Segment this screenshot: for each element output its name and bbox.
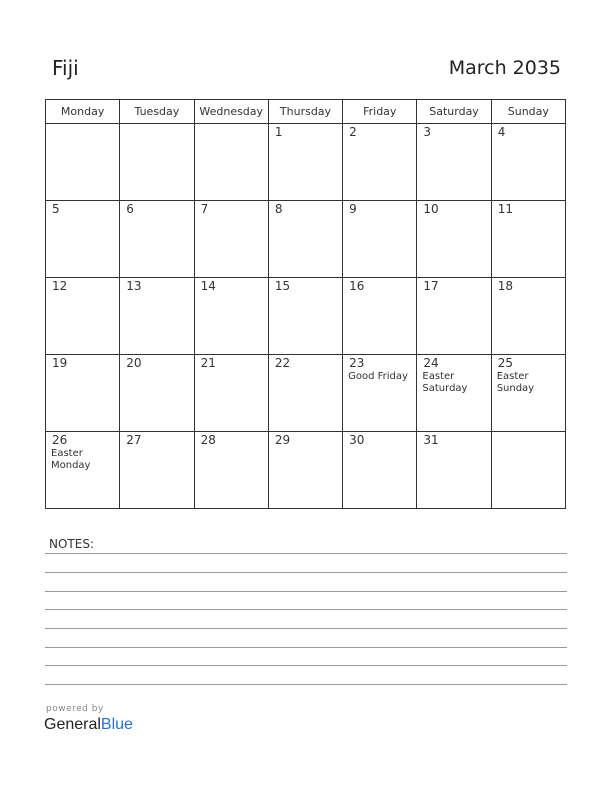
day-number: 23 bbox=[349, 356, 365, 370]
day-cell bbox=[343, 432, 417, 509]
day-cell bbox=[417, 432, 491, 509]
day-number: 3 bbox=[423, 125, 432, 139]
notes-line bbox=[45, 553, 567, 554]
day-number: 27 bbox=[126, 433, 142, 447]
day-number: 24 bbox=[423, 356, 439, 370]
week-row bbox=[46, 124, 566, 201]
day-cell bbox=[46, 124, 120, 201]
day-number: 12 bbox=[52, 279, 68, 293]
notes-line bbox=[45, 684, 567, 685]
day-cell bbox=[417, 278, 491, 355]
weekday-header-wednesday: Wednesday bbox=[194, 100, 268, 124]
week-row bbox=[46, 432, 566, 509]
day-cell bbox=[194, 355, 268, 432]
day-cell bbox=[194, 124, 268, 201]
weekday-header-saturday: Saturday bbox=[417, 100, 491, 124]
day-cell bbox=[491, 201, 565, 278]
day-cell bbox=[491, 124, 565, 201]
day-number bbox=[46, 124, 119, 125]
day-cell bbox=[268, 355, 342, 432]
day-cell bbox=[120, 124, 194, 201]
day-cell bbox=[343, 124, 417, 201]
country-title: Fiji bbox=[52, 56, 79, 80]
notes-line bbox=[45, 628, 567, 629]
notes-line bbox=[45, 572, 567, 573]
month-year-title: March 2035 bbox=[448, 57, 561, 79]
day-cell bbox=[46, 355, 120, 432]
day-cell bbox=[343, 355, 417, 432]
day-number bbox=[195, 124, 268, 125]
notes-line bbox=[45, 591, 567, 592]
day-number: 8 bbox=[274, 202, 283, 216]
day-number: 10 bbox=[423, 202, 439, 216]
day-number: 28 bbox=[200, 433, 216, 447]
day-number bbox=[120, 124, 193, 125]
day-number: 20 bbox=[126, 356, 142, 370]
notes-line bbox=[45, 609, 567, 610]
day-cell bbox=[491, 278, 565, 355]
day-number: 13 bbox=[126, 279, 142, 293]
weekday-header-monday: Monday bbox=[46, 100, 120, 124]
day-number: 31 bbox=[423, 433, 439, 447]
day-number: 29 bbox=[274, 433, 291, 447]
day-number: 19 bbox=[52, 356, 68, 370]
holiday-label: Easter Monday bbox=[51, 448, 91, 471]
week-row bbox=[46, 355, 566, 432]
day-cell bbox=[120, 201, 194, 278]
day-cell bbox=[343, 201, 417, 278]
day-cell bbox=[120, 355, 194, 432]
day-cell bbox=[417, 355, 491, 432]
day-number: 15 bbox=[274, 279, 291, 293]
day-number bbox=[492, 432, 565, 433]
weekday-header-row bbox=[46, 100, 566, 124]
day-number: 1 bbox=[274, 125, 283, 139]
day-cell bbox=[268, 124, 342, 201]
day-number: 5 bbox=[52, 202, 60, 216]
day-cell bbox=[46, 432, 120, 509]
day-cell bbox=[46, 201, 120, 278]
weekday-header-thursday: Thursday bbox=[268, 100, 342, 124]
week-row bbox=[46, 201, 566, 278]
weekday-header-sunday: Sunday bbox=[491, 100, 565, 124]
powered-by-text: powered by bbox=[46, 704, 104, 714]
day-number: 26 bbox=[52, 433, 68, 447]
day-number: 6 bbox=[126, 202, 134, 216]
day-cell bbox=[491, 432, 565, 509]
holiday-label: Good Friday bbox=[348, 371, 408, 382]
brand-blue-text: Blue bbox=[100, 716, 133, 733]
day-cell bbox=[268, 278, 342, 355]
weekday-header-tuesday: Tuesday bbox=[120, 100, 194, 124]
week-row bbox=[46, 278, 566, 355]
day-cell bbox=[194, 201, 268, 278]
day-cell bbox=[268, 201, 342, 278]
day-cell bbox=[491, 355, 565, 432]
day-cell bbox=[120, 432, 194, 509]
notes-line bbox=[45, 647, 567, 648]
weekday-header-friday: Friday bbox=[343, 100, 417, 124]
day-number: 14 bbox=[200, 279, 216, 293]
day-cell bbox=[268, 432, 342, 509]
notes-label: NOTES: bbox=[49, 537, 94, 551]
day-number: 25 bbox=[497, 356, 513, 370]
calendar-grid bbox=[45, 99, 566, 509]
day-number: 16 bbox=[349, 279, 365, 293]
day-number: 2 bbox=[349, 125, 357, 139]
day-number: 11 bbox=[497, 202, 513, 216]
day-cell bbox=[194, 278, 268, 355]
day-number: 30 bbox=[349, 433, 365, 447]
generalblue-logo bbox=[44, 716, 133, 734]
day-number: 17 bbox=[423, 279, 439, 293]
day-number: 21 bbox=[200, 356, 216, 370]
holiday-label: Easter Saturday bbox=[422, 371, 468, 394]
day-number: 9 bbox=[349, 202, 357, 216]
day-number: 7 bbox=[200, 202, 209, 216]
day-cell bbox=[417, 201, 491, 278]
day-cell bbox=[46, 278, 120, 355]
brand-general-text: General bbox=[44, 716, 101, 733]
day-number: 18 bbox=[497, 279, 513, 293]
day-cell bbox=[120, 278, 194, 355]
day-number: 4 bbox=[497, 125, 506, 139]
holiday-label: Easter Sunday bbox=[496, 371, 535, 394]
day-cell bbox=[417, 124, 491, 201]
notes-line bbox=[45, 665, 567, 666]
day-cell bbox=[343, 278, 417, 355]
day-cell bbox=[194, 432, 268, 509]
day-number: 22 bbox=[274, 356, 291, 370]
